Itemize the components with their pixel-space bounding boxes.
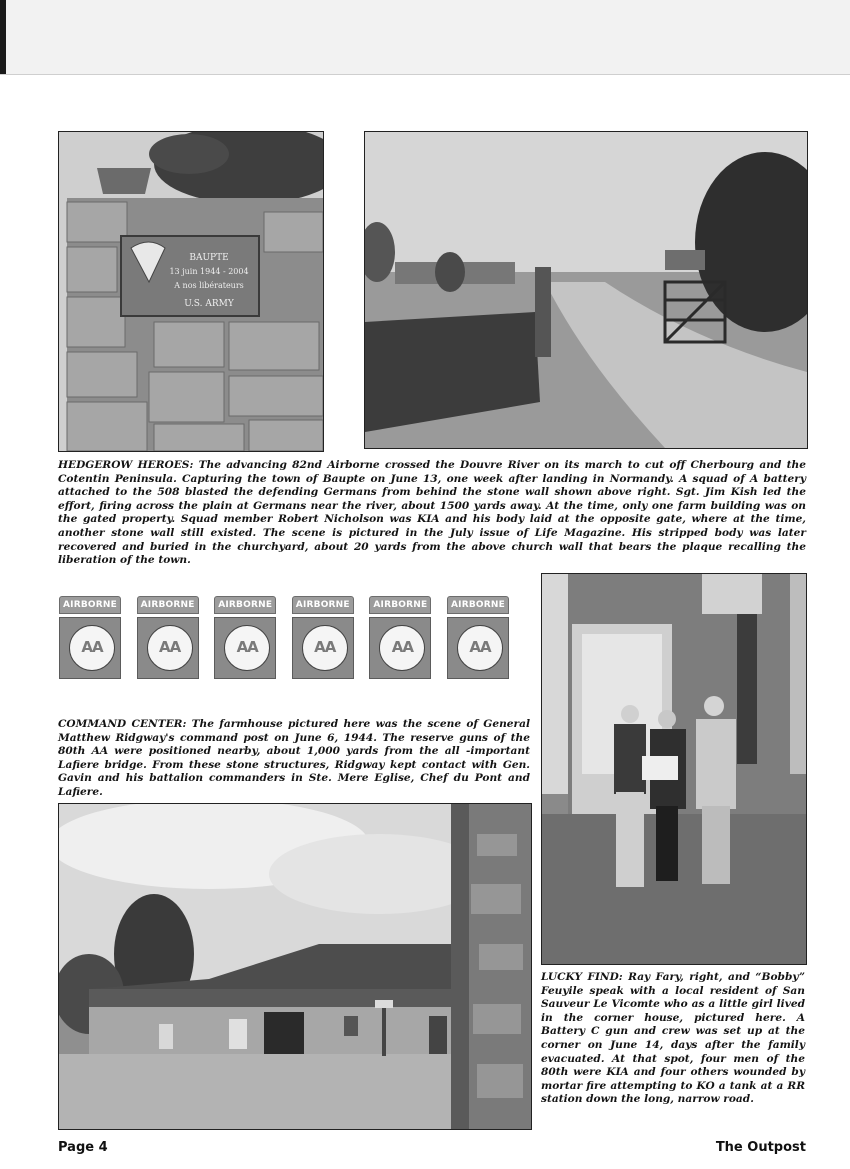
patch-shield	[214, 617, 276, 679]
patch-tab: AIRBORNE	[59, 596, 121, 614]
patch-shield	[292, 617, 354, 679]
photo-farmhouse	[58, 803, 532, 1130]
publication-name: The Outpost	[715, 1140, 806, 1155]
patch-tab: AIRBORNE	[447, 596, 509, 614]
patch-tab: AIRBORNE	[292, 596, 354, 614]
photo-corner-house-people	[541, 573, 807, 965]
patch-circle	[457, 625, 503, 671]
airborne-patch-row	[59, 596, 509, 680]
airborne-patch	[59, 596, 121, 678]
patch-letters: AA	[469, 638, 491, 656]
patch-letters: AA	[81, 638, 103, 656]
patch-letters: AA	[314, 638, 336, 656]
caption-lucky-find: LUCKY FIND: Ray Fary, right, and “Bobby” Feuyile speak with a local resident of San Sauveur Le Vicomte who as a little girl lived in the corner house, pictured here. A Battery C gun and crew was set up at the corner on June 14, days after the family evacuated. At that spot, four men of the 80th were KIA and four others wounded by mortar fire attempting to KO a tank at a RR station down the long, narrow road.	[541, 971, 805, 1106]
patch-letters: AA	[158, 638, 181, 656]
airborne-patch	[137, 596, 199, 678]
patch-letters: AA	[391, 638, 413, 656]
patch-circle	[147, 625, 193, 671]
patch-circle	[224, 625, 270, 671]
photo-farm-gate-road	[364, 131, 808, 449]
plaque-town: BAUPTE	[189, 253, 229, 263]
patch-tab: AIRBORNE	[214, 596, 276, 614]
patch-shield	[369, 617, 431, 679]
plaque-date: 13 juin 1944 - 2004	[169, 267, 249, 276]
plaque-dedication: A nos libérateurs	[174, 281, 244, 290]
airborne-patch	[447, 596, 509, 678]
patch-shield	[59, 617, 121, 679]
airborne-patch	[214, 596, 276, 678]
patch-shield	[137, 617, 199, 679]
page-number: Page 4	[58, 1140, 108, 1155]
scan-top-band	[0, 0, 850, 75]
airborne-patch	[369, 596, 431, 678]
patch-tab: AIRBORNE	[369, 596, 431, 614]
airborne-patch	[292, 596, 354, 678]
plaque-army: U.S. ARMY	[184, 299, 234, 309]
patch-shield	[447, 617, 509, 679]
photo-plaque-wall	[58, 131, 324, 452]
patch-circle	[302, 625, 348, 671]
patch-circle	[69, 625, 115, 671]
caption-hedgerow-heroes: HEDGEROW HEROES: The advancing 82nd Airborne crossed the Douvre River on its march to cut off Cherbourg and the Cotentin Peninsula. Capturing the town of Baupte on June 13, one week after landing in Normandy. A squad of A battery attached to the 508 blasted the defending Germans from behind the stone wall shown above right. Sgt. Jim Kish led the effort, firing across the plain at Germans near the river, about 1500 yards away. At the time, only one farm building was on the gated property. Squad member Robert Nicholson was KIA and his body laid at the opposite gate, where at the time, another stone wall still existed. The scene is pictured in the July issue of Life Magazine. His stripped body was later recovered and buried in the churchyard, about 20 yards from the above church wall that bears the plaque recalling the liberation of the town.	[58, 459, 806, 567]
patch-circle	[379, 625, 425, 671]
caption-command-center: COMMAND CENTER: The farmhouse pictured here was the scene of General Matthew Ridgway's command post on June 6, 1944. The reserve guns of the 80th AA were positioned nearby, about 1,000 yards from the all -important Lafiere bridge. From these stone structures, Ridgway kept contact with Gen. Gavin and his battalion commanders in Ste. Mere Eglise, Chef du Pont and Lafiere.	[58, 718, 530, 798]
scan-edge	[0, 0, 6, 74]
patch-tab: AIRBORNE	[137, 596, 199, 614]
patch-letters: AA	[236, 638, 258, 656]
